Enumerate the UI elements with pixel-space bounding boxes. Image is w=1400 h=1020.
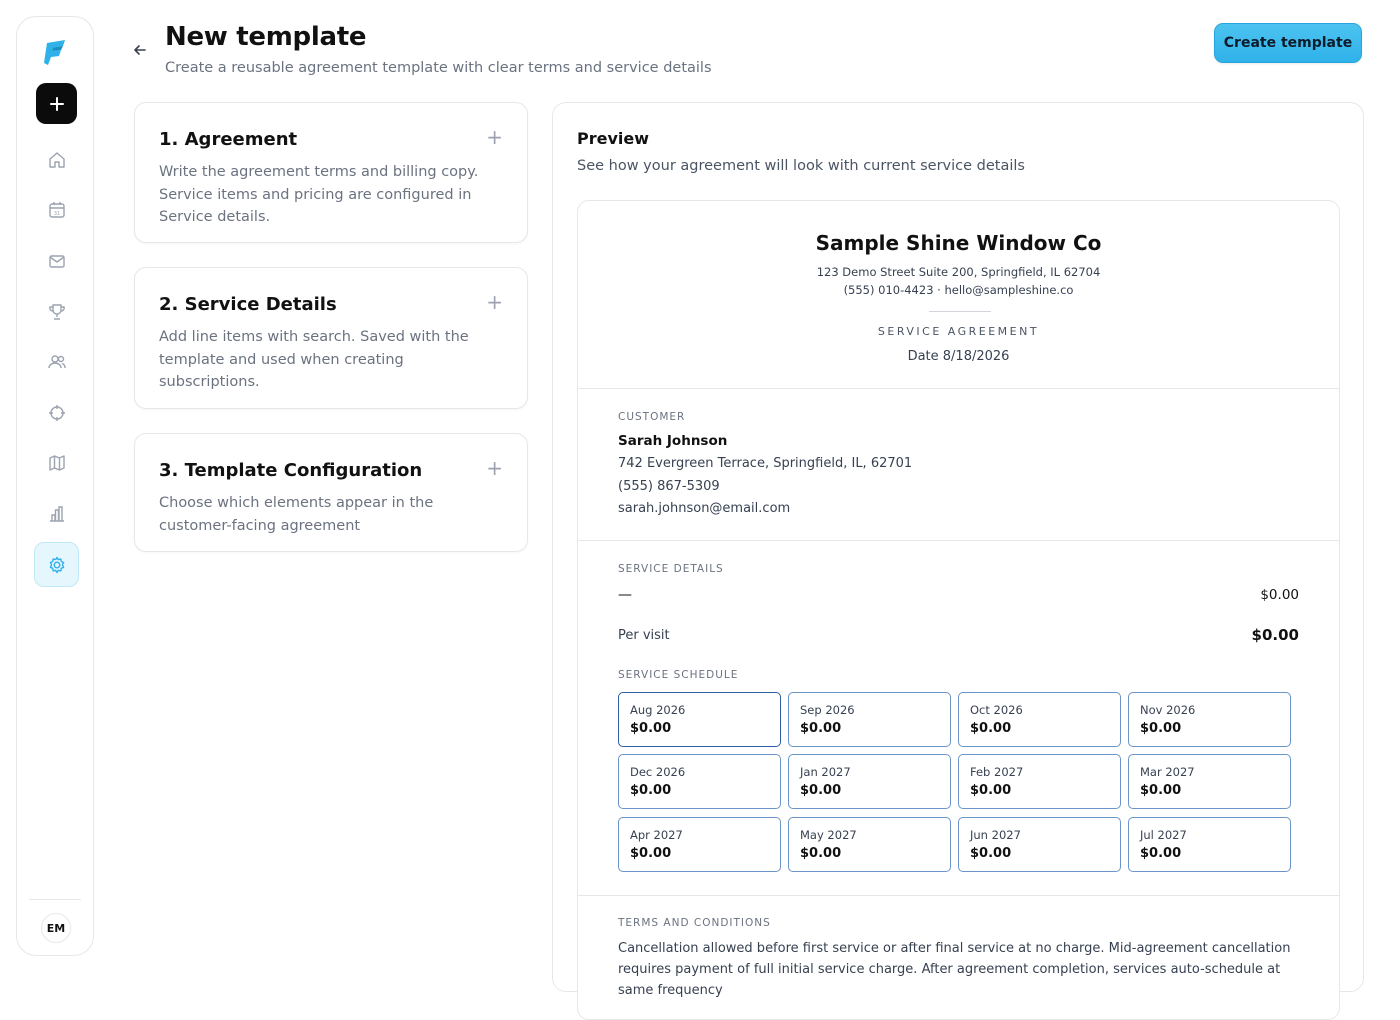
bar-chart-icon — [47, 504, 67, 524]
schedule-month[interactable] — [1128, 754, 1291, 809]
customer-name: Sarah Johnson — [618, 433, 728, 449]
month-name: Sep 2026 — [800, 703, 855, 717]
create-template-button[interactable]: Create template — [1214, 23, 1362, 63]
svg-text:31: 31 — [53, 210, 60, 217]
month-amount: $0.00 — [800, 783, 842, 798]
service-schedule-label: SERVICE SCHEDULE — [618, 669, 739, 681]
schedule-month[interactable] — [958, 692, 1121, 747]
month-name: Nov 2026 — [1140, 703, 1196, 717]
step-title: 1. Agreement — [159, 129, 298, 150]
schedule-month[interactable] — [958, 817, 1121, 872]
sidebar-item-trophy[interactable] — [36, 291, 77, 332]
section-divider — [578, 540, 1339, 541]
step-card-agreement[interactable] — [134, 102, 528, 243]
brand-logo[interactable] — [41, 37, 71, 67]
month-amount: $0.00 — [630, 721, 672, 736]
preview-panel — [552, 102, 1364, 998]
plus-icon — [48, 95, 66, 113]
step-card-template-configuration[interactable] — [134, 433, 528, 552]
month-name: Jun 2027 — [970, 828, 1021, 842]
schedule-month[interactable] — [1128, 692, 1291, 747]
document-type: SERVICE AGREEMENT — [877, 325, 1040, 338]
preview-title: Preview — [577, 129, 650, 148]
month-name: Feb 2027 — [970, 765, 1024, 779]
sidebar-divider — [29, 899, 81, 900]
expand-plus-icon[interactable]: + — [486, 290, 503, 314]
month-amount: $0.00 — [630, 846, 672, 861]
calendar-icon — [47, 200, 67, 220]
trophy-icon — [47, 302, 67, 322]
service-item-amount: $0.00 — [1260, 587, 1299, 603]
company-contact: (555) 010-4423 · hello@sampleshine.co — [843, 283, 1074, 297]
company-name: Sample Shine Window Co — [815, 231, 1102, 255]
schedule-month[interactable] — [618, 817, 781, 872]
crosshair-icon — [47, 403, 67, 423]
month-name: Jul 2027 — [1140, 828, 1187, 842]
month-name: Dec 2026 — [630, 765, 686, 779]
month-amount: $0.00 — [1140, 721, 1182, 736]
month-amount: $0.00 — [800, 721, 842, 736]
terms-text: Cancellation allowed before first service or after final service at no charge. Mid-agreement cancellation requires payment of full initial service charge. After agreement completion, services auto-schedule at same frequency — [618, 941, 1291, 998]
mail-icon — [47, 251, 67, 271]
header-divider — [929, 311, 991, 312]
preview-subtitle: See how your agreement will look with current service details — [577, 158, 1025, 174]
page-subtitle: Create a reusable agreement template with clear terms and service details — [165, 60, 712, 76]
month-amount: $0.00 — [970, 783, 1012, 798]
month-amount: $0.00 — [970, 846, 1012, 861]
schedule-month[interactable] — [958, 754, 1121, 809]
section-divider — [578, 388, 1339, 389]
users-icon — [47, 352, 67, 372]
schedule-month[interactable] — [618, 692, 781, 747]
month-name: Jan 2027 — [800, 765, 851, 779]
step-description: Write the agreement terms and billing copy. Service items and pricing are configured in Service details. — [159, 164, 479, 225]
gear-icon — [47, 555, 67, 575]
month-name: Mar 2027 — [1140, 765, 1195, 779]
customer-address: 742 Evergreen Terrace, Springfield, IL, 62701 — [618, 456, 913, 471]
month-name: Aug 2026 — [630, 703, 686, 717]
service-details-label: SERVICE DETAILS — [618, 563, 724, 575]
sidebar-item-mail[interactable] — [36, 240, 77, 281]
step-description: Add line items with search. Saved with the template and used when creating subscriptions. — [159, 329, 469, 390]
sidebar-item-home[interactable] — [36, 139, 77, 180]
arrow-left-icon — [131, 41, 149, 59]
month-amount: $0.00 — [970, 721, 1012, 736]
home-icon — [47, 150, 67, 170]
step-title: 2. Service Details — [159, 294, 337, 315]
per-visit-amount: $0.00 — [1251, 626, 1299, 644]
sidebar-item-users[interactable] — [36, 341, 77, 382]
month-amount: $0.00 — [1140, 783, 1182, 798]
step-card-service-details[interactable] — [134, 267, 528, 409]
schedule-month[interactable] — [788, 754, 951, 809]
month-name: Apr 2027 — [630, 828, 683, 842]
document-date: Date 8/18/2026 — [907, 349, 1010, 364]
month-amount: $0.00 — [1140, 846, 1182, 861]
service-schedule-grid — [618, 692, 1302, 872]
back-button[interactable] — [131, 41, 149, 59]
expand-plus-icon[interactable]: + — [486, 125, 503, 149]
sidebar — [16, 16, 94, 956]
month-amount: $0.00 — [800, 846, 842, 861]
sidebar-item-calendar[interactable] — [36, 189, 77, 230]
step-title: 3. Template Configuration — [159, 460, 423, 481]
expand-plus-icon[interactable]: + — [486, 456, 503, 480]
page-title: New template — [165, 22, 367, 52]
customer-label: CUSTOMER — [618, 411, 686, 423]
step-description: Choose which elements appear in the customer-facing agreement — [159, 495, 434, 534]
schedule-month[interactable] — [618, 754, 781, 809]
add-button[interactable] — [36, 83, 77, 124]
company-address: 123 Demo Street Suite 200, Springfield, IL 62704 — [816, 265, 1101, 279]
schedule-month[interactable] — [788, 692, 951, 747]
sidebar-item-map[interactable] — [36, 442, 77, 483]
section-divider — [578, 895, 1339, 896]
terms-label: TERMS AND CONDITIONS — [618, 917, 771, 929]
month-name: Oct 2026 — [970, 703, 1023, 717]
customer-email: sarah.johnson@email.com — [618, 501, 791, 516]
avatar[interactable]: EM — [41, 913, 71, 943]
sidebar-item-target[interactable] — [36, 392, 77, 433]
agreement-document[interactable] — [577, 200, 1340, 1020]
month-name: May 2027 — [800, 828, 857, 842]
sidebar-item-reports[interactable] — [36, 493, 77, 534]
schedule-month[interactable] — [788, 817, 951, 872]
month-amount: $0.00 — [630, 783, 672, 798]
customer-phone: (555) 867-5309 — [618, 479, 720, 494]
map-icon — [47, 453, 67, 473]
schedule-month[interactable] — [1128, 817, 1291, 872]
per-visit-label: Per visit — [618, 628, 670, 643]
sidebar-item-settings[interactable] — [34, 542, 79, 587]
service-item-name: — — [618, 587, 632, 603]
